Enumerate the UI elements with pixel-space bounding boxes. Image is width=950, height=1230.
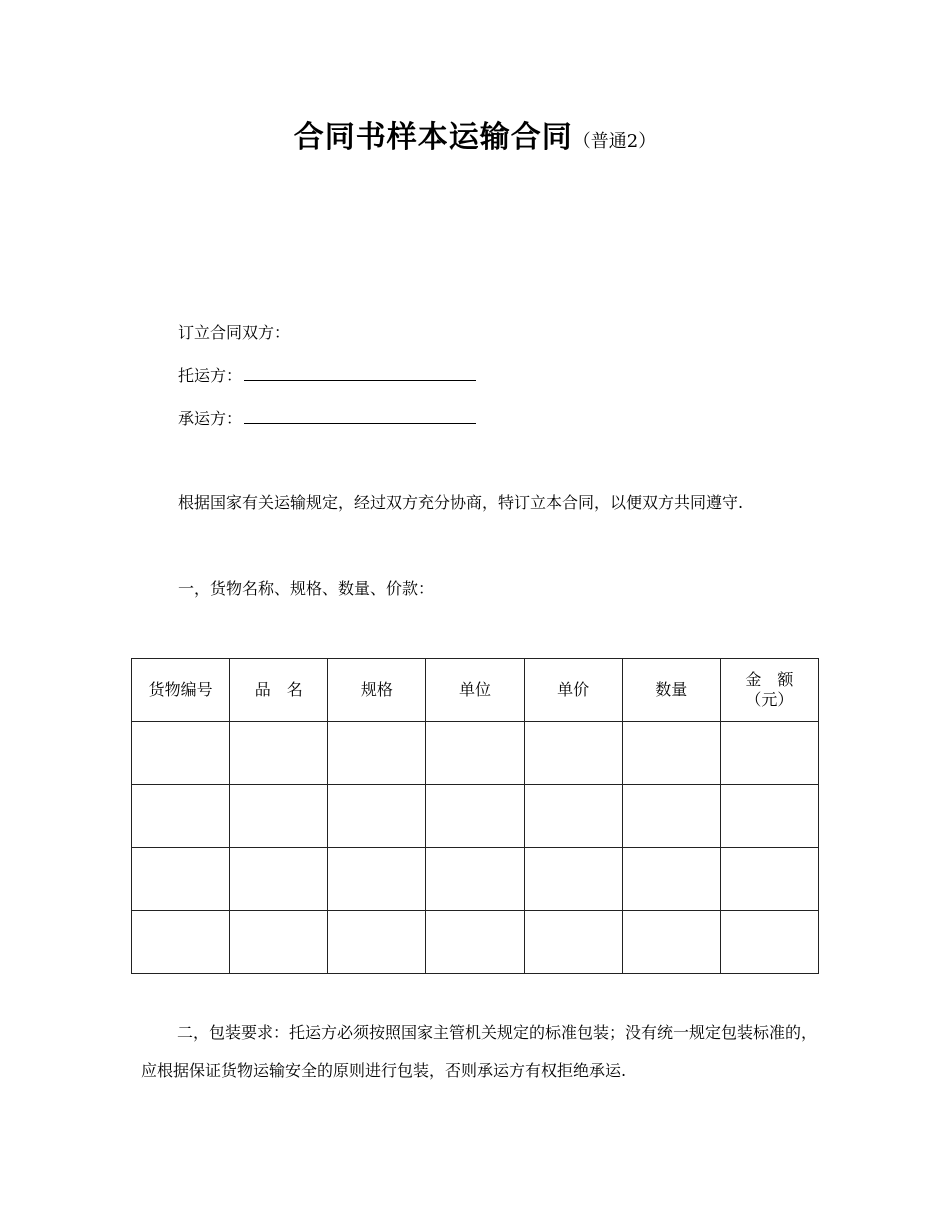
section2-text: 二，包装要求：托运方必须按照国家主管机关规定的标准包装；没有统一规定包装标准的，应根据保证货物运输安全的原则进行包装，否则承运方有权拒绝承运.: [141, 1023, 818, 1080]
table-cell[interactable]: [426, 848, 524, 911]
header-spec: 规格: [328, 659, 426, 722]
carrier-blank[interactable]: [244, 407, 476, 424]
parties-intro: 订立合同双方：: [178, 323, 291, 342]
table-cell[interactable]: [524, 911, 622, 974]
table-cell[interactable]: [720, 848, 818, 911]
section1-heading: 一，货物名称、规格、数量、价款：: [178, 579, 435, 598]
header-name: 品 名: [230, 659, 328, 722]
table-cell[interactable]: [622, 911, 720, 974]
table-cell[interactable]: [622, 722, 720, 785]
preamble: 根据国家有关运输规定，经过双方充分协商，特订立本合同，以便双方共同遵守.: [178, 493, 744, 512]
header-quantity: 数量: [622, 659, 720, 722]
carrier-label: 承运方：: [178, 409, 243, 428]
table-cell[interactable]: [230, 848, 328, 911]
table-row: [132, 722, 819, 785]
table-cell[interactable]: [524, 848, 622, 911]
table-cell[interactable]: [426, 911, 524, 974]
table-cell[interactable]: [524, 785, 622, 848]
table-cell[interactable]: [230, 722, 328, 785]
table-cell[interactable]: [132, 785, 230, 848]
header-unit: 单位: [426, 659, 524, 722]
table-cell[interactable]: [720, 911, 818, 974]
table-cell[interactable]: [132, 911, 230, 974]
table-cell[interactable]: [328, 785, 426, 848]
table-cell[interactable]: [720, 785, 818, 848]
table-cell[interactable]: [524, 722, 622, 785]
table-cell[interactable]: [230, 785, 328, 848]
goods-table-header-row: [132, 659, 819, 722]
table-cell[interactable]: [132, 722, 230, 785]
table-row: [132, 848, 819, 911]
table-cell[interactable]: [132, 848, 230, 911]
table-cell[interactable]: [426, 722, 524, 785]
header-amount-unit: （元）: [745, 690, 794, 709]
shipper-label: 托运方：: [178, 366, 243, 385]
shipper-line: [178, 363, 476, 386]
table-cell[interactable]: [720, 722, 818, 785]
table-row: [132, 911, 819, 974]
table-cell[interactable]: [230, 911, 328, 974]
header-unit-price: 单价: [524, 659, 622, 722]
header-item-no: 货物编号: [132, 659, 230, 722]
table-row: [132, 785, 819, 848]
title-main: 合同书样本运输合同: [293, 120, 573, 155]
table-cell[interactable]: [426, 785, 524, 848]
table-cell[interactable]: [622, 785, 720, 848]
header-amount: [720, 659, 818, 722]
table-cell[interactable]: [622, 848, 720, 911]
table-cell[interactable]: [328, 848, 426, 911]
table-cell[interactable]: [328, 911, 426, 974]
shipper-blank[interactable]: [244, 364, 476, 381]
document-title: [0, 112, 950, 156]
carrier-line: [178, 406, 476, 429]
table-cell[interactable]: [328, 722, 426, 785]
header-amount-label: 金 额: [745, 670, 794, 689]
goods-table: [131, 658, 819, 974]
title-note: （普通2）: [572, 131, 657, 152]
